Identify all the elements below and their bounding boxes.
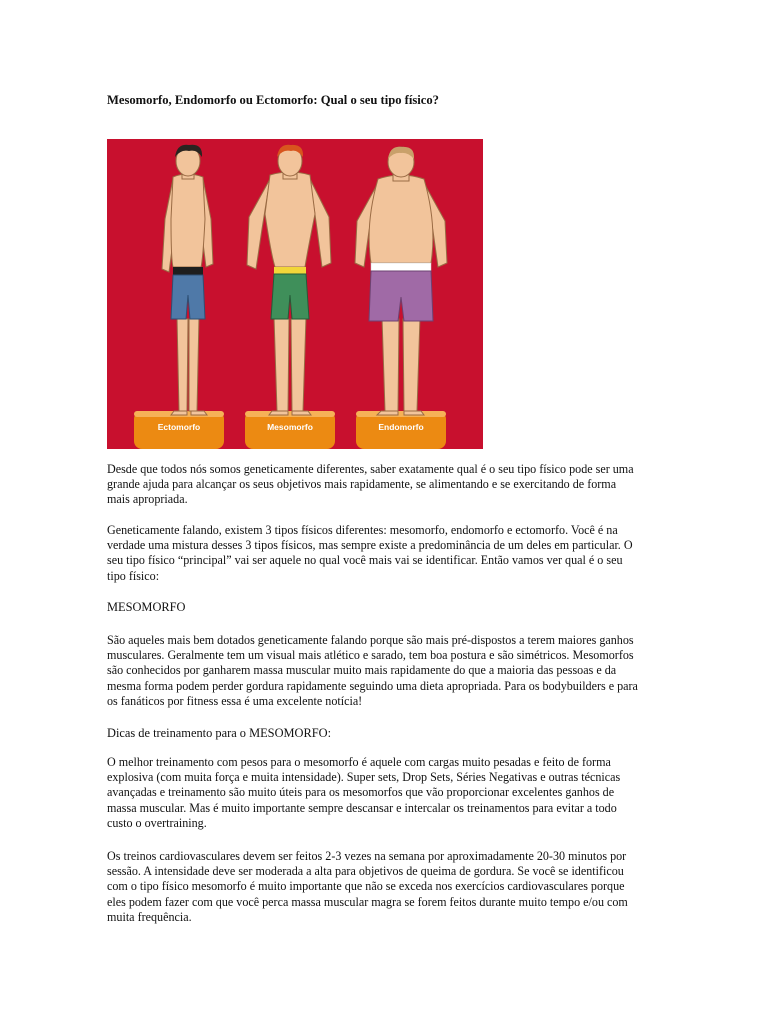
pedestal-label-endomorfo: Endomorfo [378, 422, 424, 432]
text-line: com o tipo físico mesomorfo é muito importante que não se exceda nos exercícios cardiovasculares porque [107, 879, 625, 894]
text-line: são conhecidos por ganharem massa muscular muito mais rapidamente do que a maioria das pessoas e da [107, 663, 617, 678]
mesomorph-waistband [274, 267, 306, 274]
text-line: muita frequência. [107, 909, 192, 924]
text-line: Geneticamente falando, existem 3 tipos físicos diferentes: mesomorfo, endomorfo e ectomorfo. Você é na [107, 523, 618, 537]
text-line: sessão. A intensidade deve ser moderada a alta para objetivos de queima de gordura. Se você se identificou [107, 864, 624, 879]
text-line: verdade uma mistura desses 3 tipos físicos, mas sempre existe a predominância de um deles em particular. O [107, 538, 633, 553]
paragraph-cardio [107, 849, 667, 925]
text-line: massa muscular. Mas é muito importante sempre descansar e intercalar os treinamentos para evitar a todo [107, 800, 617, 815]
text-line: avançadas e treinamento são muito úteis para os mesomorfos que vão proporcionar excelentes ganhos de [107, 785, 615, 800]
text-line: custo o overtraining. [107, 815, 207, 830]
text-line: eles podem fazer com que você perca massa muscular magra se forem feitos durante muito tempo e/ou com [107, 894, 628, 909]
pedestal-label-mesomorfo: Mesomorfo [267, 422, 313, 432]
text-line: explosiva (com muita força e muita intensidade). Super sets, Drop Sets, Séries Negativas e outras técnicas [107, 770, 621, 785]
text-line: seu tipo físico “principal” vai ser aquele no qual você mais vai se identificar. Então vamos ver qual é o seu [107, 553, 623, 568]
text-line: Desde que todos nós somos geneticamente diferentes, saber exatamente qual é o seu tipo físico pode ser uma [107, 462, 634, 476]
tips-heading: Dicas de treinamento para o MESOMORFO: [107, 726, 332, 740]
ectomorph-waistband [173, 267, 203, 275]
document-title: Mesomorfo, Endomorfo ou Ectomorfo: Qual o seu tipo físico? [107, 93, 439, 107]
section-heading-mesomorfo: MESOMORFO [107, 600, 186, 614]
paragraph-genetics [107, 523, 667, 584]
text-line: mais apropriada. [107, 492, 188, 507]
endomorph-waistband [371, 263, 431, 271]
text-line: grande ajuda para alcançar os seus objetivos mais rapidamente, se alimentando e se exercitando de forma [107, 477, 617, 492]
text-line: mesma forma podem perder gordura rapidamente seguindo uma dieta apropriada. Para os bodybuilders e para [107, 678, 638, 693]
text-line: musculares. Geralmente tem um visual mais atlético e sarado, tem boa postura e são simétricos. Mesomorfos [107, 648, 634, 663]
text-line: São aqueles mais bem dotados geneticamente falando porque são mais pré-dispostos a terem maiores ganhos [107, 633, 634, 647]
text-line: tipo físico: [107, 568, 160, 583]
paragraph-mesomorfo [107, 633, 667, 709]
paragraph-intro [107, 462, 667, 508]
paragraph-training [107, 755, 667, 831]
pedestal-label-ectomorfo: Ectomorfo [157, 422, 201, 432]
text-line: O melhor treinamento com pesos para o mesomorfo é aquele com cargas muito pesadas e feito de forma [107, 755, 611, 769]
text-line: os fanáticos por fitness essa é uma excelente notícia! [107, 693, 363, 708]
text-line: Os treinos cardiovasculares devem ser feitos 2-3 vezes na semana por aproximadamente 20-30 minutos por [107, 849, 627, 863]
body-types-illustration [107, 139, 483, 449]
